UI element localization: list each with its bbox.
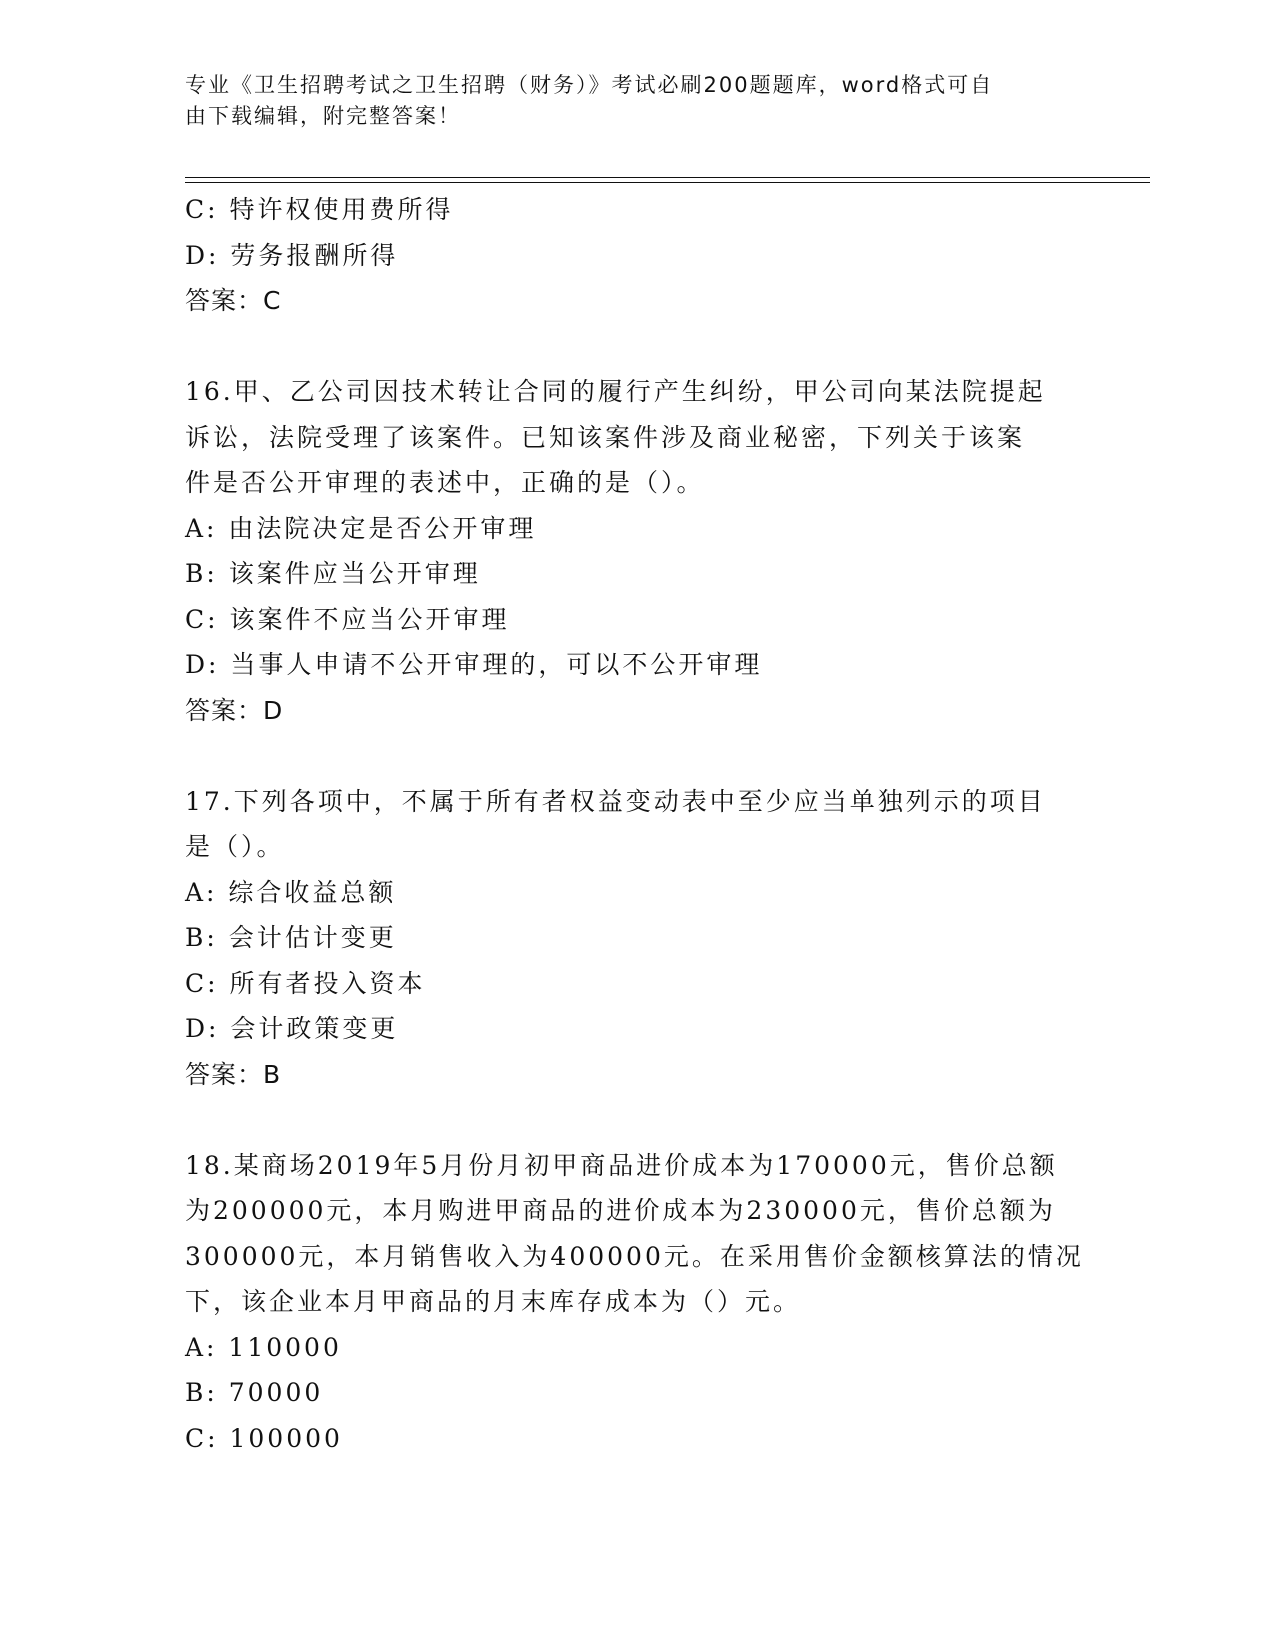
option-b: B: 会计估计变更 (185, 923, 397, 952)
question-text-line: 下，该企业本月甲商品的月末库存成本为（）元。 (185, 1287, 802, 1316)
option-c: C: 该案件不应当公开审理 (185, 604, 510, 634)
option-d: D: 当事人申请不公开审理的，可以不公开审理 (185, 650, 763, 679)
header-rule-top (185, 177, 1150, 178)
header-line-1: 专业《卫生招聘考试之卫生招聘（财务）》考试必刷200题题库，word格式可自 (185, 73, 994, 97)
page-header (185, 70, 1085, 132)
question-text-line: 300000元，本月销售收入为400000元。在采用售价金额核算法的情况 (185, 1241, 1084, 1271)
question-text-line: 诉讼，法院受理了该案件。已知该案件涉及商业秘密，下列关于该案 (185, 422, 1026, 452)
question-content (185, 187, 1085, 1461)
question-text-line: 16.甲、乙公司因技术转让合同的履行产生纠纷，甲公司向某法院提起 (185, 377, 1046, 406)
option-d: D: 劳务报酬所得 (185, 240, 399, 270)
question-17 (185, 779, 1085, 1098)
option-c: C: 特许权使用费所得 (185, 195, 454, 224)
question-18 (185, 1143, 1085, 1462)
option-a: A: 综合收益总额 (185, 877, 397, 907)
option-c: C: 100000 (185, 1423, 343, 1453)
answer: 答案：D (185, 695, 284, 725)
header-rule-bottom (185, 182, 1150, 183)
question-15-tail (185, 187, 1085, 324)
question-text-line: 件是否公开审理的表述中，正确的是（）。 (185, 468, 705, 497)
question-16 (185, 369, 1085, 733)
option-b: B: 70000 (185, 1378, 324, 1407)
answer: 答案：B (185, 1059, 282, 1089)
question-text-line: 17.下列各项中，不属于所有者权益变动表中至少应当单独列示的项目 (185, 786, 1046, 816)
question-text-line: 18.某商场2019年5月份月初甲商品进价成本为170000元，售价总额 (185, 1150, 1058, 1180)
question-text-line: 是（）。 (185, 832, 285, 861)
answer: 答案：C (185, 286, 282, 315)
option-a: A: 110000 (185, 1332, 342, 1362)
option-b: B: 该案件应当公开审理 (185, 559, 481, 588)
question-text-line: 为200000元，本月购进甲商品的进价成本为230000元，售价总额为 (185, 1196, 1056, 1225)
header-line-2: 由下载编辑，附完整答案！ (185, 104, 461, 128)
option-a: A: 由法院决定是否公开审理 (185, 513, 537, 543)
option-c: C: 所有者投入资本 (185, 968, 426, 998)
option-d: D: 会计政策变更 (185, 1014, 399, 1043)
